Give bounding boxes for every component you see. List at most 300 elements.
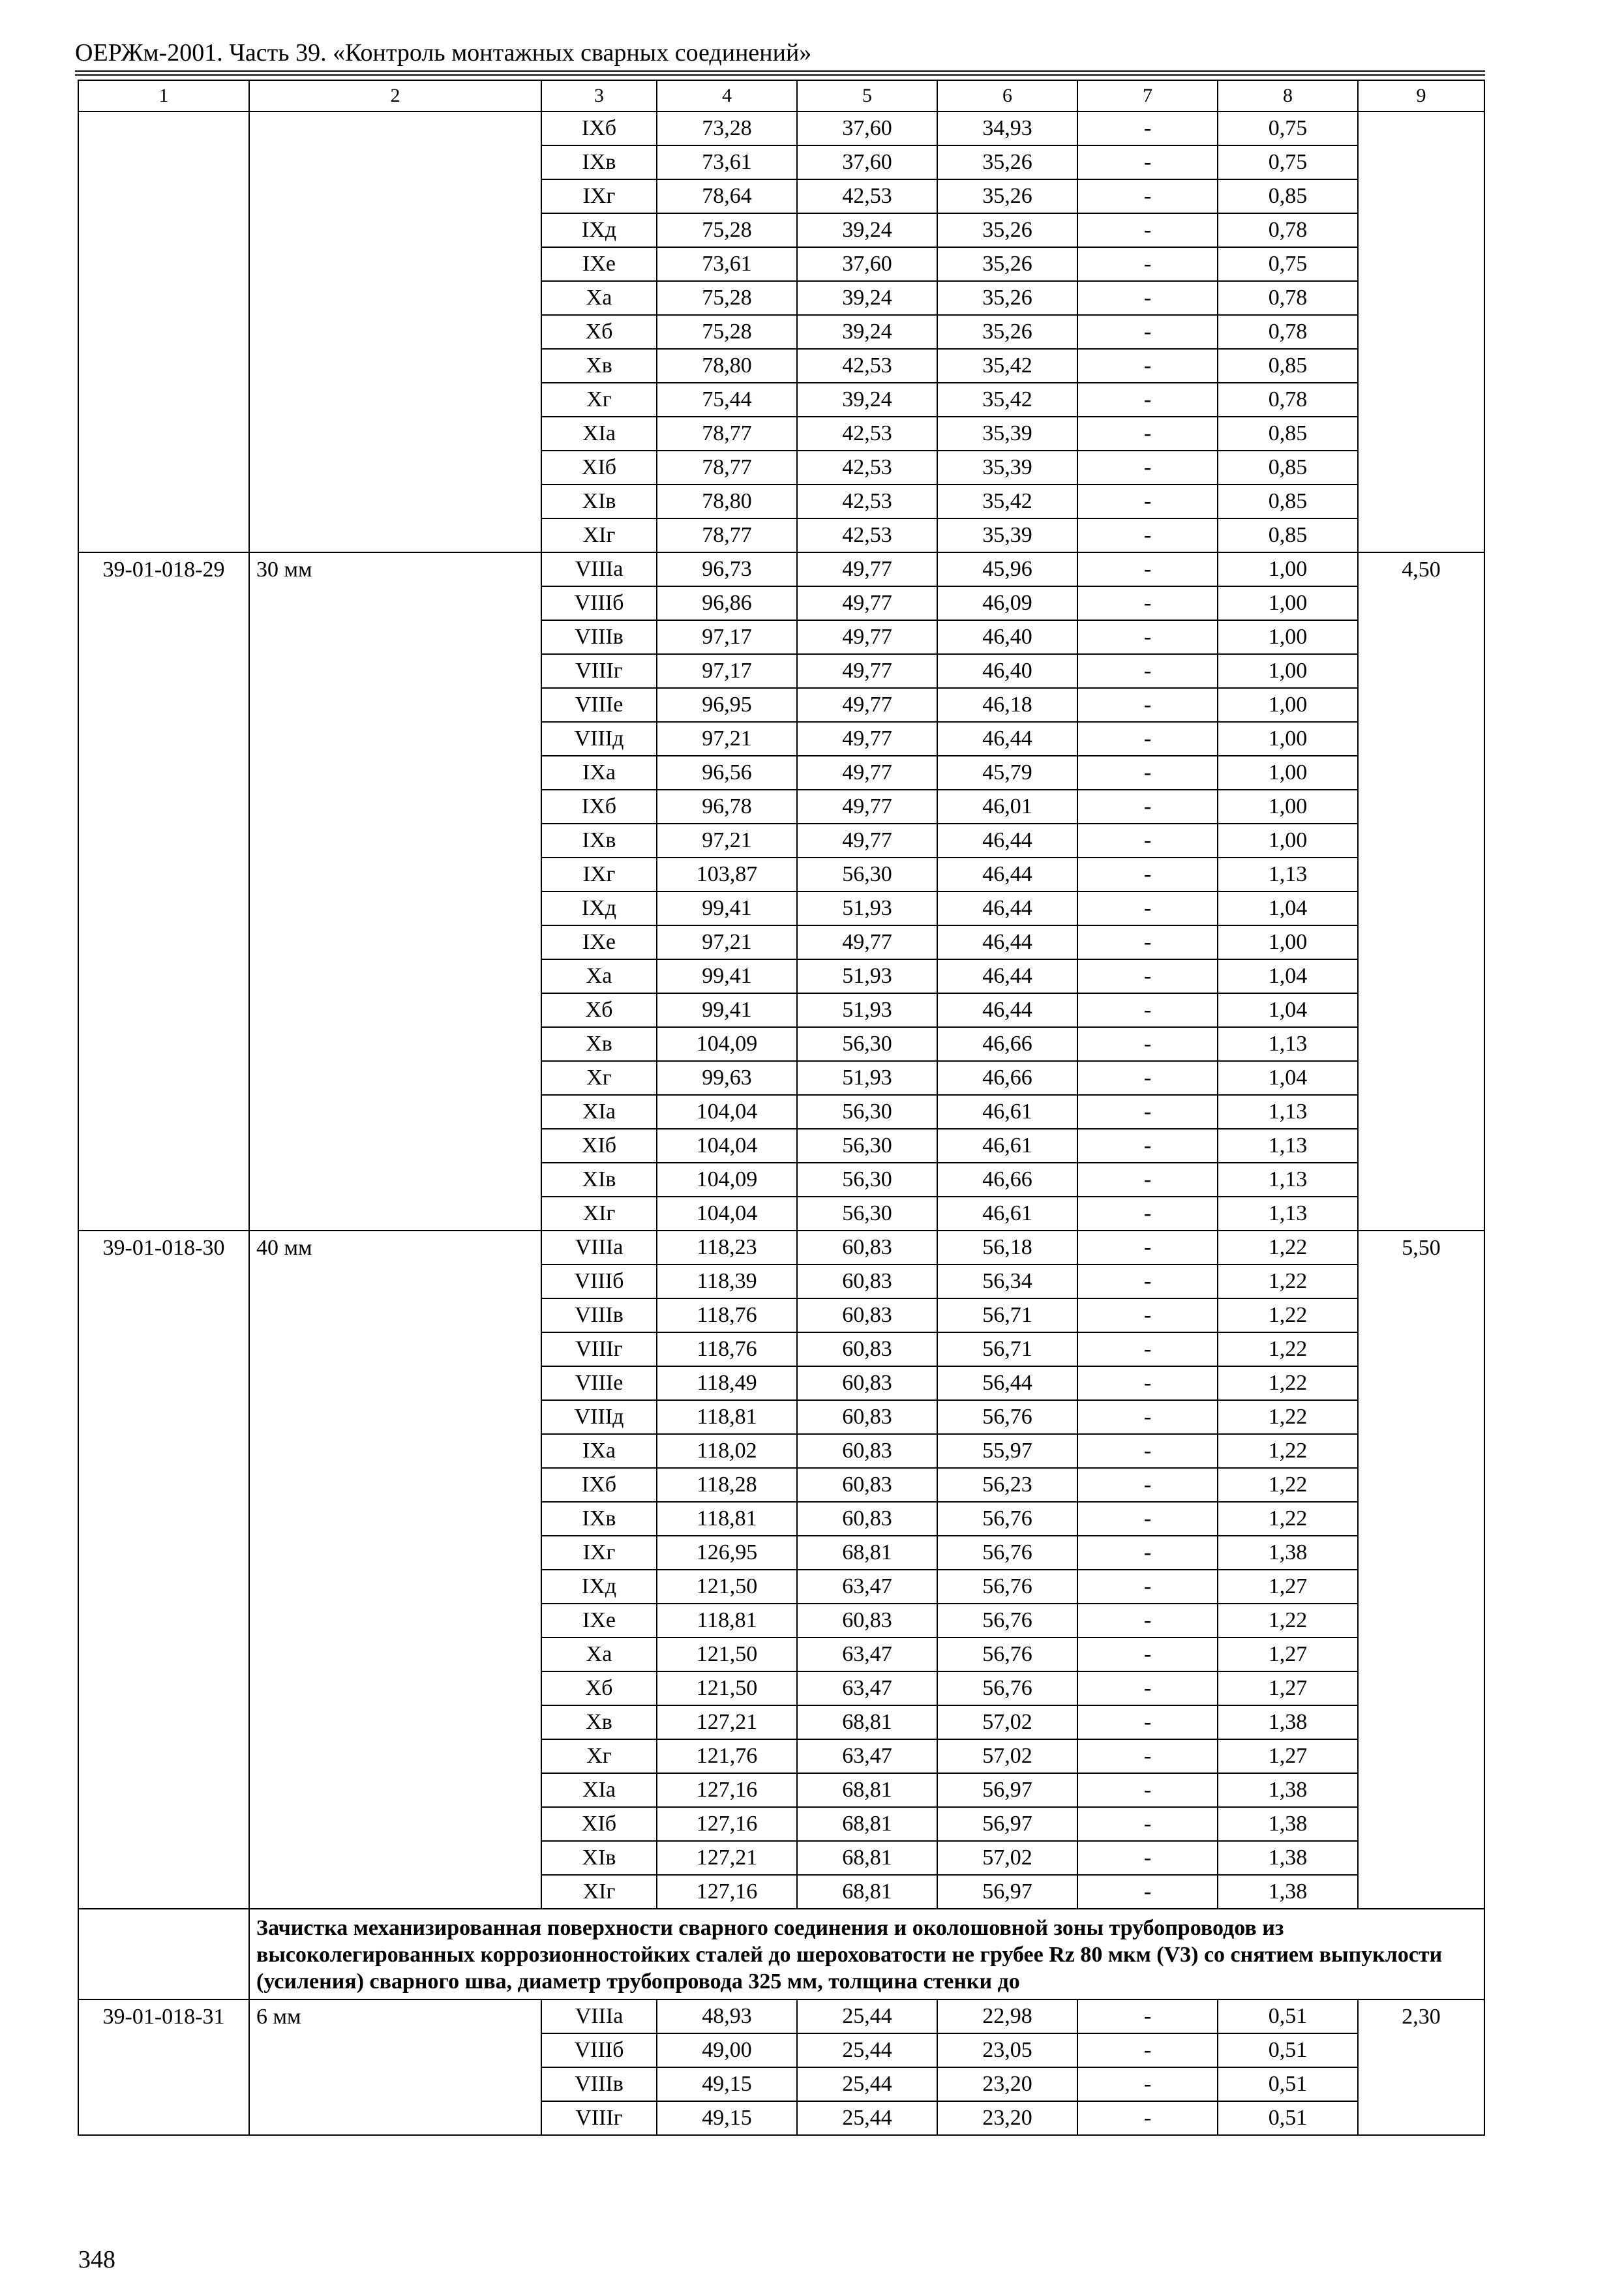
- labor-cell: 0,78: [1218, 281, 1358, 315]
- labor-cell: 1,22: [1218, 1604, 1358, 1638]
- labor-cell: 1,00: [1218, 688, 1358, 722]
- code-cell: [78, 1536, 249, 1570]
- wage-cell: 56,30: [797, 1095, 937, 1129]
- machine-cell: 35,39: [937, 518, 1077, 552]
- machinist-cell: [1358, 1332, 1484, 1366]
- machine-cell: 56,97: [937, 1773, 1077, 1807]
- table-row: [78, 485, 1484, 518]
- total-cost-cell: 118,81: [657, 1604, 797, 1638]
- total-cost-cell: 99,41: [657, 959, 797, 993]
- thickness-cell: [249, 1264, 541, 1298]
- category-cell: XIг: [541, 518, 657, 552]
- code-cell: [78, 112, 249, 145]
- table-row: [78, 654, 1484, 688]
- wage-cell: 60,83: [797, 1264, 937, 1298]
- total-cost-cell: 78,80: [657, 485, 797, 518]
- total-cost-cell: 49,15: [657, 2101, 797, 2135]
- labor-cell: 1,13: [1218, 1163, 1358, 1197]
- materials-cell: -: [1077, 2101, 1218, 2135]
- total-cost-cell: 78,64: [657, 179, 797, 213]
- labor-cell: 0,85: [1218, 451, 1358, 485]
- wage-cell: 49,77: [797, 756, 937, 790]
- thickness-cell: [249, 179, 541, 213]
- wage-cell: 37,60: [797, 112, 937, 145]
- category-cell: IXе: [541, 1604, 657, 1638]
- total-cost-cell: 96,86: [657, 586, 797, 620]
- machine-cell: 56,71: [937, 1332, 1077, 1366]
- table-row: [78, 247, 1484, 281]
- materials-cell: -: [1077, 349, 1218, 383]
- table-row: [78, 451, 1484, 485]
- machinist-cell: [1358, 383, 1484, 417]
- category-cell: IXе: [541, 247, 657, 281]
- total-cost-cell: 121,50: [657, 1671, 797, 1705]
- category-cell: VIIIе: [541, 688, 657, 722]
- materials-cell: -: [1077, 1671, 1218, 1705]
- table-row: [78, 925, 1484, 959]
- table-row: [78, 112, 1484, 145]
- machine-cell: 35,39: [937, 451, 1077, 485]
- labor-cell: 1,00: [1218, 824, 1358, 858]
- machinist-cell: [1358, 213, 1484, 247]
- category-cell: VIIIб: [541, 2033, 657, 2067]
- machine-cell: 46,44: [937, 891, 1077, 925]
- category-cell: VIIIа: [541, 1231, 657, 1264]
- column-number-cell: 7: [1077, 80, 1218, 112]
- machinist-cell: [1358, 1875, 1484, 1909]
- wage-cell: 60,83: [797, 1468, 937, 1502]
- thickness-cell: [249, 620, 541, 654]
- machine-cell: 35,26: [937, 315, 1077, 349]
- machine-cell: 46,44: [937, 824, 1077, 858]
- machine-cell: 56,76: [937, 1536, 1077, 1570]
- machinist-cell: [1358, 1366, 1484, 1400]
- thickness-cell: [249, 1773, 541, 1807]
- labor-cell: 1,13: [1218, 858, 1358, 891]
- materials-cell: -: [1077, 1638, 1218, 1671]
- labor-cell: 1,27: [1218, 1739, 1358, 1773]
- wage-cell: 68,81: [797, 1773, 937, 1807]
- thickness-cell: [249, 1807, 541, 1841]
- labor-cell: 0,85: [1218, 518, 1358, 552]
- thickness-cell: [249, 925, 541, 959]
- materials-cell: -: [1077, 1773, 1218, 1807]
- wage-cell: 56,30: [797, 1129, 937, 1163]
- thickness-cell: [249, 112, 541, 145]
- machinist-cell: [1358, 620, 1484, 654]
- category-cell: IXг: [541, 858, 657, 891]
- wage-cell: 60,83: [797, 1366, 937, 1400]
- code-cell: [78, 824, 249, 858]
- thickness-cell: [249, 315, 541, 349]
- machinist-cell: [1358, 315, 1484, 349]
- machinist-cell: [1358, 1027, 1484, 1061]
- machine-cell: 56,97: [937, 1875, 1077, 1909]
- code-cell: [78, 349, 249, 383]
- category-cell: Xг: [541, 383, 657, 417]
- machinist-cell: [1358, 1739, 1484, 1773]
- machinist-cell: [1358, 1095, 1484, 1129]
- category-cell: IXа: [541, 1434, 657, 1468]
- materials-cell: -: [1077, 1705, 1218, 1739]
- wage-cell: 60,83: [797, 1332, 937, 1366]
- materials-cell: -: [1077, 552, 1218, 586]
- column-number-cell: 1: [78, 80, 249, 112]
- category-cell: XIб: [541, 451, 657, 485]
- code-cell: [78, 485, 249, 518]
- machinist-cell: [1358, 993, 1484, 1027]
- total-cost-cell: 118,81: [657, 1502, 797, 1536]
- total-cost-cell: 73,61: [657, 145, 797, 179]
- category-cell: IXг: [541, 1536, 657, 1570]
- machine-cell: 22,98: [937, 1999, 1077, 2033]
- wage-cell: 42,53: [797, 417, 937, 451]
- table-row: [78, 1638, 1484, 1671]
- labor-cell: 0,51: [1218, 2067, 1358, 2101]
- labor-cell: 0,85: [1218, 485, 1358, 518]
- category-cell: Xв: [541, 349, 657, 383]
- machine-cell: 35,26: [937, 281, 1077, 315]
- code-cell: [78, 790, 249, 824]
- table-row: [78, 824, 1484, 858]
- table-row: [78, 1332, 1484, 1366]
- machine-cell: 55,97: [937, 1434, 1077, 1468]
- machine-cell: 46,61: [937, 1197, 1077, 1231]
- table-row: [78, 1705, 1484, 1739]
- thickness-cell: [249, 1536, 541, 1570]
- code-cell: [78, 1298, 249, 1332]
- machinist-cell: [1358, 485, 1484, 518]
- total-cost-cell: 99,63: [657, 1061, 797, 1095]
- category-cell: Xб: [541, 1671, 657, 1705]
- labor-cell: 1,00: [1218, 722, 1358, 756]
- labor-cell: 0,75: [1218, 145, 1358, 179]
- total-cost-cell: 118,28: [657, 1468, 797, 1502]
- wage-cell: 37,60: [797, 247, 937, 281]
- machine-cell: 46,66: [937, 1163, 1077, 1197]
- thickness-cell: [249, 518, 541, 552]
- materials-cell: -: [1077, 959, 1218, 993]
- table-row: [78, 2033, 1484, 2067]
- wage-cell: 42,53: [797, 518, 937, 552]
- total-cost-cell: 96,78: [657, 790, 797, 824]
- column-number-cell: 6: [937, 80, 1077, 112]
- category-cell: IXд: [541, 1570, 657, 1604]
- total-cost-cell: 103,87: [657, 858, 797, 891]
- wage-cell: 60,83: [797, 1400, 937, 1434]
- thickness-cell: [249, 1434, 541, 1468]
- machinist-cell: [1358, 1638, 1484, 1671]
- materials-cell: -: [1077, 824, 1218, 858]
- table-row: [78, 586, 1484, 620]
- category-cell: VIIIв: [541, 620, 657, 654]
- machine-cell: 23,05: [937, 2033, 1077, 2067]
- machinist-cell: [1358, 1197, 1484, 1231]
- thickness-cell: 40 мм: [249, 1231, 541, 1264]
- code-cell: [78, 1197, 249, 1231]
- category-cell: VIIIг: [541, 1332, 657, 1366]
- category-cell: Xб: [541, 993, 657, 1027]
- wage-cell: 60,83: [797, 1604, 937, 1638]
- total-cost-cell: 121,50: [657, 1638, 797, 1671]
- wage-cell: 63,47: [797, 1570, 937, 1604]
- price-table: [78, 80, 1485, 2136]
- thickness-cell: [249, 586, 541, 620]
- table-row: [78, 179, 1484, 213]
- code-cell: [78, 1163, 249, 1197]
- thickness-cell: [249, 1671, 541, 1705]
- machinist-cell: [1358, 281, 1484, 315]
- labor-cell: 0,78: [1218, 383, 1358, 417]
- machinist-cell: 4,50: [1358, 552, 1484, 586]
- category-cell: VIIIд: [541, 1400, 657, 1434]
- table-row: [78, 2101, 1484, 2135]
- labor-cell: 1,00: [1218, 654, 1358, 688]
- machinist-cell: 5,50: [1358, 1231, 1484, 1264]
- machine-cell: 56,76: [937, 1671, 1077, 1705]
- table-row: [78, 1773, 1484, 1807]
- machinist-cell: [1358, 518, 1484, 552]
- wage-cell: 37,60: [797, 145, 937, 179]
- table-row: [78, 756, 1484, 790]
- total-cost-cell: 127,21: [657, 1841, 797, 1875]
- column-number-cell: 8: [1218, 80, 1358, 112]
- wage-cell: 63,47: [797, 1671, 937, 1705]
- category-cell: IXд: [541, 213, 657, 247]
- labor-cell: 1,00: [1218, 756, 1358, 790]
- machinist-cell: [1358, 1468, 1484, 1502]
- machine-cell: 35,42: [937, 383, 1077, 417]
- table-row: [78, 1999, 1484, 2033]
- code-cell: [78, 925, 249, 959]
- table-row: [78, 281, 1484, 315]
- labor-cell: 1,22: [1218, 1366, 1358, 1400]
- total-cost-cell: 48,93: [657, 1999, 797, 2033]
- machinist-cell: [1358, 722, 1484, 756]
- category-cell: Xв: [541, 1705, 657, 1739]
- machine-cell: 46,44: [937, 959, 1077, 993]
- machine-cell: 35,26: [937, 247, 1077, 281]
- code-cell: [78, 518, 249, 552]
- header-rule-bottom: [75, 74, 1485, 76]
- category-cell: VIIIб: [541, 586, 657, 620]
- machinist-cell: [1358, 1671, 1484, 1705]
- code-cell: [78, 213, 249, 247]
- materials-cell: -: [1077, 1163, 1218, 1197]
- machinist-cell: [1358, 1298, 1484, 1332]
- machinist-cell: [1358, 654, 1484, 688]
- thickness-cell: [249, 688, 541, 722]
- labor-cell: 1,38: [1218, 1875, 1358, 1909]
- code-cell: [78, 1705, 249, 1739]
- category-cell: XIа: [541, 1095, 657, 1129]
- thickness-cell: [249, 2067, 541, 2101]
- category-cell: VIIIв: [541, 2067, 657, 2101]
- table-row: [78, 1095, 1484, 1129]
- code-cell: [78, 1468, 249, 1502]
- table-row: [78, 213, 1484, 247]
- wage-cell: 60,83: [797, 1502, 937, 1536]
- materials-cell: -: [1077, 112, 1218, 145]
- wage-cell: 68,81: [797, 1807, 937, 1841]
- machine-cell: 35,42: [937, 349, 1077, 383]
- machinist-cell: [1358, 1400, 1484, 1434]
- wage-cell: 63,47: [797, 1739, 937, 1773]
- machinist-cell: [1358, 925, 1484, 959]
- code-cell: [78, 1095, 249, 1129]
- table-row: [78, 1604, 1484, 1638]
- materials-cell: -: [1077, 1298, 1218, 1332]
- machine-cell: 56,23: [937, 1468, 1077, 1502]
- machine-cell: 46,61: [937, 1095, 1077, 1129]
- labor-cell: 1,22: [1218, 1400, 1358, 1434]
- machine-cell: 35,26: [937, 179, 1077, 213]
- code-cell: [78, 315, 249, 349]
- materials-cell: -: [1077, 145, 1218, 179]
- table-row: [78, 1264, 1484, 1298]
- thickness-cell: [249, 790, 541, 824]
- machine-cell: 46,66: [937, 1027, 1077, 1061]
- category-cell: IXв: [541, 1502, 657, 1536]
- labor-cell: 0,75: [1218, 112, 1358, 145]
- materials-cell: -: [1077, 1264, 1218, 1298]
- table-row: [78, 1129, 1484, 1163]
- wage-cell: 49,77: [797, 722, 937, 756]
- table-row: [78, 1536, 1484, 1570]
- wage-cell: 49,77: [797, 824, 937, 858]
- thickness-cell: [249, 1027, 541, 1061]
- total-cost-cell: 49,00: [657, 2033, 797, 2067]
- total-cost-cell: 73,28: [657, 112, 797, 145]
- labor-cell: 1,22: [1218, 1264, 1358, 1298]
- thickness-cell: [249, 959, 541, 993]
- machinist-cell: [1358, 2101, 1484, 2135]
- table-row: [78, 1468, 1484, 1502]
- materials-cell: -: [1077, 756, 1218, 790]
- category-cell: IXа: [541, 756, 657, 790]
- machine-cell: 46,44: [937, 993, 1077, 1027]
- category-cell: VIIIе: [541, 1366, 657, 1400]
- thickness-cell: [249, 1468, 541, 1502]
- labor-cell: 1,04: [1218, 1061, 1358, 1095]
- labor-cell: 1,38: [1218, 1705, 1358, 1739]
- materials-cell: -: [1077, 1400, 1218, 1434]
- wage-cell: 49,77: [797, 654, 937, 688]
- thickness-cell: [249, 349, 541, 383]
- labor-cell: 0,51: [1218, 1999, 1358, 2033]
- total-cost-cell: 127,21: [657, 1705, 797, 1739]
- labor-cell: 1,38: [1218, 1773, 1358, 1807]
- total-cost-cell: 97,21: [657, 722, 797, 756]
- thickness-cell: [249, 993, 541, 1027]
- table-row: [78, 993, 1484, 1027]
- total-cost-cell: 127,16: [657, 1807, 797, 1841]
- category-cell: IXе: [541, 925, 657, 959]
- table-row: [78, 383, 1484, 417]
- total-cost-cell: 118,39: [657, 1264, 797, 1298]
- materials-cell: -: [1077, 1841, 1218, 1875]
- labor-cell: 0,78: [1218, 315, 1358, 349]
- materials-cell: -: [1077, 518, 1218, 552]
- code-cell: [78, 586, 249, 620]
- table-row: [78, 1502, 1484, 1536]
- column-number-cell: 2: [249, 80, 541, 112]
- materials-cell: -: [1077, 1366, 1218, 1400]
- table-row: [78, 1231, 1484, 1264]
- category-cell: Xа: [541, 1638, 657, 1671]
- materials-cell: -: [1077, 1999, 1218, 2033]
- table-row: [78, 620, 1484, 654]
- table-row: [78, 315, 1484, 349]
- wage-cell: 68,81: [797, 1705, 937, 1739]
- code-cell: [78, 1739, 249, 1773]
- code-cell: [78, 858, 249, 891]
- code-cell: [78, 2033, 249, 2067]
- wage-cell: 49,77: [797, 552, 937, 586]
- category-cell: Xа: [541, 959, 657, 993]
- labor-cell: 0,78: [1218, 213, 1358, 247]
- wage-cell: 42,53: [797, 485, 937, 518]
- thickness-cell: [249, 1841, 541, 1875]
- machine-cell: 46,01: [937, 790, 1077, 824]
- category-cell: IXб: [541, 112, 657, 145]
- labor-cell: 1,22: [1218, 1298, 1358, 1332]
- total-cost-cell: 127,16: [657, 1773, 797, 1807]
- machinist-cell: [1358, 1705, 1484, 1739]
- table-row: [78, 518, 1484, 552]
- labor-cell: 1,00: [1218, 586, 1358, 620]
- materials-cell: -: [1077, 417, 1218, 451]
- machine-cell: 56,18: [937, 1231, 1077, 1264]
- total-cost-cell: 75,44: [657, 383, 797, 417]
- code-cell: [78, 620, 249, 654]
- thickness-cell: 30 мм: [249, 552, 541, 586]
- code-cell: [78, 2101, 249, 2135]
- wage-cell: 49,77: [797, 925, 937, 959]
- labor-cell: 1,00: [1218, 925, 1358, 959]
- machine-cell: 46,44: [937, 858, 1077, 891]
- machinist-cell: [1358, 349, 1484, 383]
- table-row: [78, 959, 1484, 993]
- wage-cell: 60,83: [797, 1298, 937, 1332]
- wage-cell: 56,30: [797, 858, 937, 891]
- page-header-title: ОЕРЖм-2001. Часть 39. «Контроль монтажных сварных соединений»: [75, 39, 812, 67]
- thickness-cell: [249, 722, 541, 756]
- table-row: [78, 1841, 1484, 1875]
- category-cell: VIIIг: [541, 2101, 657, 2135]
- machinist-cell: [1358, 451, 1484, 485]
- code-cell: [78, 1400, 249, 1434]
- materials-cell: -: [1077, 620, 1218, 654]
- thickness-cell: [249, 1400, 541, 1434]
- labor-cell: 1,13: [1218, 1027, 1358, 1061]
- materials-cell: -: [1077, 315, 1218, 349]
- wage-cell: 51,93: [797, 993, 937, 1027]
- materials-cell: -: [1077, 1332, 1218, 1366]
- materials-cell: -: [1077, 993, 1218, 1027]
- materials-cell: -: [1077, 1231, 1218, 1264]
- machinist-cell: [1358, 586, 1484, 620]
- description-empty-cell: [78, 1909, 249, 1999]
- total-cost-cell: 118,81: [657, 1400, 797, 1434]
- table-row: [78, 1570, 1484, 1604]
- materials-cell: -: [1077, 1875, 1218, 1909]
- machinist-cell: [1358, 824, 1484, 858]
- materials-cell: -: [1077, 1536, 1218, 1570]
- machine-cell: 46,40: [937, 620, 1077, 654]
- labor-cell: 1,00: [1218, 620, 1358, 654]
- machine-cell: 56,76: [937, 1604, 1077, 1638]
